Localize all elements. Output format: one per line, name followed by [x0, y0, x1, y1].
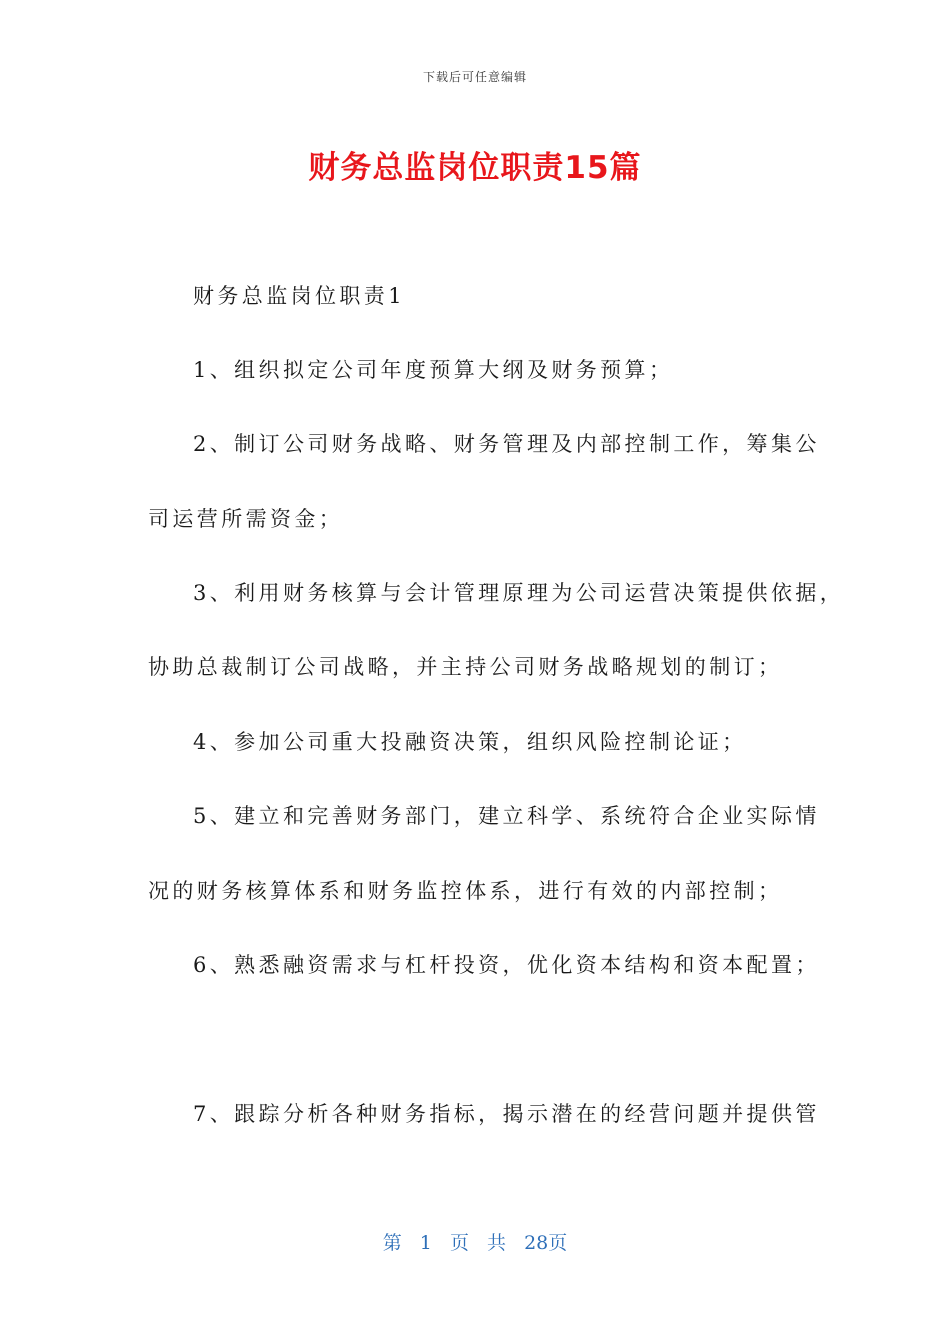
paragraph-line: 6、熟悉融资需求与杠杆投资，优化资本结构和资本配置； — [193, 953, 820, 977]
section-heading: 财务总监岗位职责1 — [193, 284, 405, 308]
footer-page-word: 页 — [449, 1232, 469, 1254]
paragraph-line: 协助总裁制订公司战略，并主持公司财务战略规划的制订； — [148, 655, 783, 679]
page-footer — [0, 1228, 950, 1255]
footer-total-pages: 28 — [524, 1232, 549, 1254]
paragraph-line: 5、建立和完善财务部门，建立科学、系统符合企业实际情 — [193, 804, 820, 828]
paragraph-line: 况的财务核算体系和财务监控体系，进行有效的内部控制； — [148, 879, 783, 903]
paragraph-line: 3、利用财务核算与会计管理原理为公司运营决策提供依据， — [193, 581, 845, 605]
footer-total-word: 共 — [487, 1232, 507, 1254]
footer-prefix: 第 — [382, 1232, 402, 1254]
paragraph-line: 司运营所需资金； — [148, 507, 344, 531]
header-note: 下载后可任意编辑 — [422, 70, 527, 84]
document-title: 财务总监岗位职责15篇 — [308, 150, 642, 186]
paragraph-line: 2、制订公司财务战略、财务管理及内部控制工作，筹集公 — [193, 432, 820, 456]
paragraph-line: 4、参加公司重大投融资决策，组织风险控制论证； — [193, 730, 747, 754]
paragraph-line: 1、组织拟定公司年度预算大纲及财务预算； — [193, 358, 674, 382]
footer-current-page: 1 — [419, 1232, 432, 1254]
paragraph-line: 7、跟踪分析各种财务指标，揭示潜在的经营问题并提供管 — [193, 1102, 820, 1126]
footer-suffix: 页 — [548, 1232, 568, 1254]
